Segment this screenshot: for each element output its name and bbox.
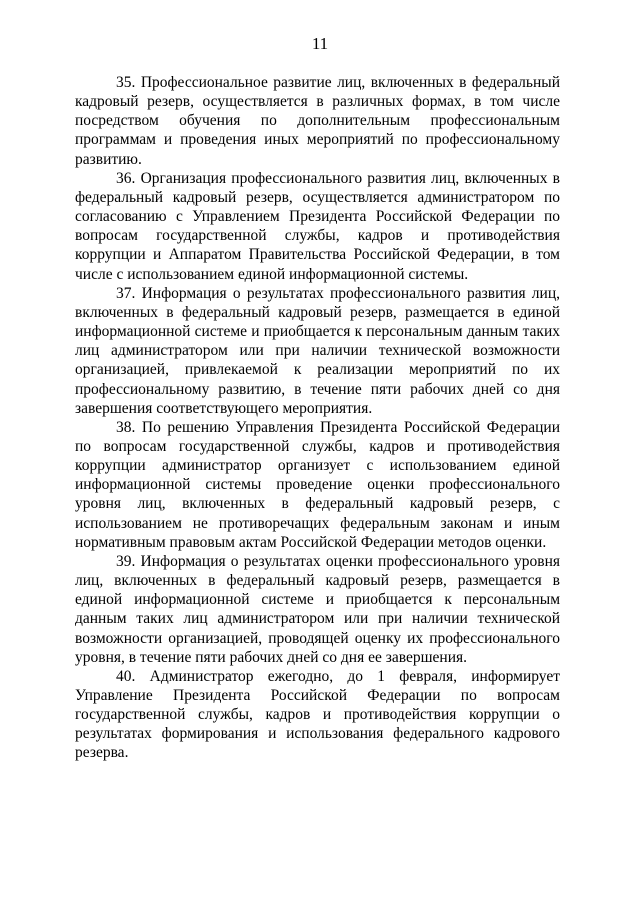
paragraph-36: 36. Организация профессионального развития лиц, включенных в федеральный кадровый резерв, осуществляется администратором по согласованию с Управлением Президента Российской Федерации по вопросам государственной службы, кадров и противодействия коррупции и Аппаратом Правительства Российской Федерации, в том числе с использованием единой информационной системы. (75, 169, 560, 283)
paragraph-38: 38. По решению Управления Президента Российской Федерации по вопросам государственной службы, кадров и противодействия коррупции администратор организует с использованием единой информационной системы проведение оценки профессионального уровня лиц, включенных в федеральный кадровый резерв, с использованием не противоречащих федеральным законам и иным нормативным правовым актам Российской Федерации методов оценки. (75, 418, 560, 551)
paragraph-39: 39. Информация о результатах оценки профессионального уровня лиц, включенных в федеральный кадровый резерв, размещается в единой информационной системе и приобщается к персональным данным таких лиц администратором или при наличии технической возможности организацией, проводящей оценку их профессионального уровня, в течение пяти рабочих дней со дня ее завершения. (75, 552, 560, 666)
document-body (75, 73, 560, 763)
page-number: 11 (311, 34, 329, 53)
paragraph-35: 35. Профессиональное развитие лиц, включенных в федеральный кадровый резерв, осуществляется в различных формах, в том числе посредством обучения по дополнительным профессиональным программам и проведения иных мероприятий по профессиональному развитию. (75, 74, 560, 168)
paragraph-40: 40. Администратор ежегодно, до 1 февраля, информирует Управление Президента Российской Федерации по вопросам государственной службы, кадров и противодействия коррупции о результатах формирования и использования федерального кадрового резерва. (75, 667, 560, 762)
paragraph-37: 37. Информация о результатах профессионального развития лиц, включенных в федеральный кадровый резерв, размещается в единой информационной системе и приобщается к персональным данным таких лиц администратором или при наличии технической возможности организацией, привлекаемой к реализации мероприятий по их профессиональному развитию, в течение пяти рабочих дней со дня завершения соответствующего мероприятия. (75, 284, 560, 417)
